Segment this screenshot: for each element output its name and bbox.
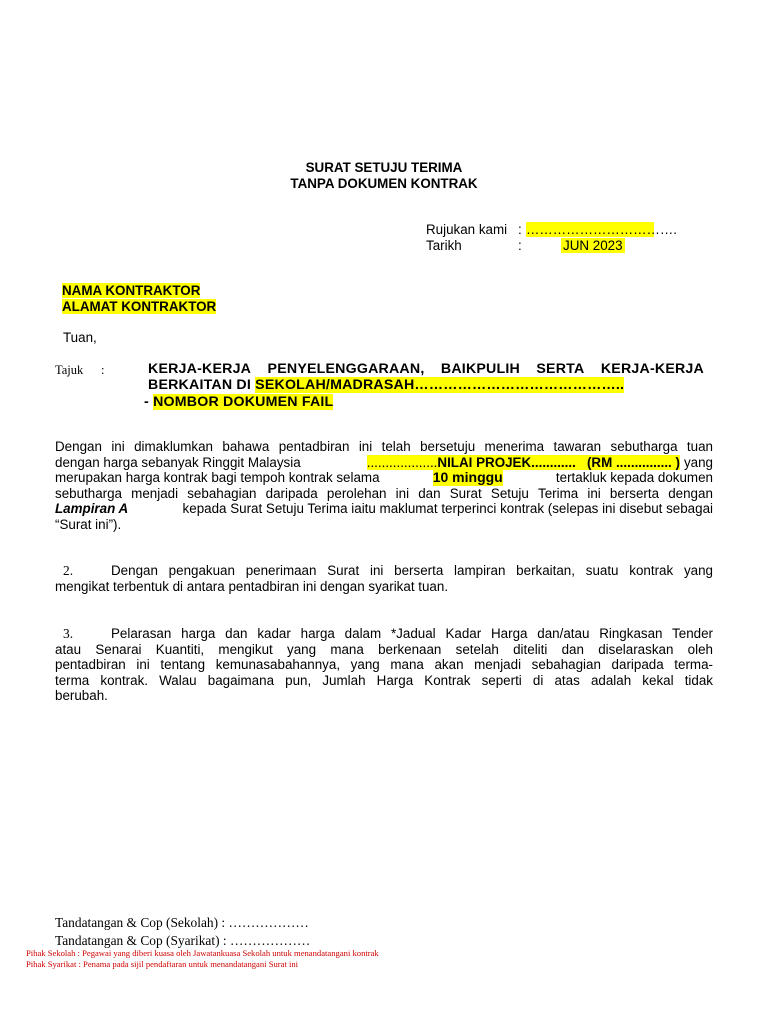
paragraph-1 [55, 439, 713, 532]
para1-line1: Dengan ini dimaklumkan bahawa pentadbiran ini telah bersetuju menerima tawaran sebutharga tuan [55, 439, 713, 454]
para2-line2: mengikat terbentuk di antara pentadbiran ini dengan syarikat tuan. [55, 578, 449, 594]
recipient-name: NAMA KONTRAKTOR [62, 283, 201, 298]
signature-syarikat: Tandatangan & Cop (Syarikat) : ……………… [55, 933, 311, 948]
recipient-address: ALAMAT KONTRAKTOR [62, 299, 217, 314]
subject-file-number-highlight: NOMBOR DOKUMEN FAIL [153, 394, 334, 410]
para3-line2: atau Senarai Kuantiti, mengikut yang mana berkenaan setelah diteliti dan diselaraskan oleh [55, 641, 713, 657]
document-title-line1: SURAT SETUJU TERIMA [305, 160, 463, 175]
tarikh-colon: : [518, 238, 522, 253]
document-title-line2: TANPA DOKUMEN KONTRAK [290, 176, 478, 191]
subject-school-highlight: SEKOLAH/MADRASAH…………………………………….. [255, 377, 625, 393]
subject-line2: BERKAITAN DI SEKOLAH/MADRASAH…………………………………….. [148, 377, 625, 393]
subject-colon: : [101, 363, 105, 377]
rujukan-colon: : [518, 222, 522, 237]
nilai-projek-highlight: NILAI PROJEK............ (RM ............... ) [437, 454, 680, 470]
subject-line1: KERJA-KERJA PENYELENGGARAAN, BAIKPULIH SERTA KERJA-KERJA [148, 361, 704, 377]
para3-line1: Pelarasan harga dan kadar harga dalam *Jadual Kadar Harga dan/atau Ringkasan Tender [111, 626, 713, 641]
para3-number: 3. [63, 626, 74, 641]
signature-sekolah: Tandatangan & Cop (Sekolah) : ……………… [55, 915, 309, 930]
note-syarikat: Pihak Syarikat : Penama pada sijil pendaftaran untuk menandatangani Surat ini [26, 959, 299, 969]
para1-line3: merupakan harga kontrak bagi tempoh kontrak selama 10 minggu tertakluk kepada dokumen [55, 469, 713, 485]
lampiran-a: Lampiran A [55, 501, 129, 516]
tempoh-highlight: 10 minggu [432, 469, 503, 485]
rujukan-value: ……………………………. [526, 222, 678, 237]
para2-number: 2. [63, 563, 74, 578]
para3-line5: berubah. [55, 688, 108, 703]
tarikh-value: JUN 2023 [563, 238, 623, 253]
paragraph-3 [55, 626, 713, 704]
para1-line4: sebutharga menjadi sebahagian daripada perolehan ini dan Surat Setuju Terima ini berserta dengan [55, 485, 713, 501]
para3-line3: pentadbiran ini tentang kemunasabahannya, yang mana akan menjadi sebahagian daripada terma- [55, 657, 713, 672]
paragraph-2 [55, 563, 713, 594]
subject-label: Tajuk [55, 363, 84, 377]
note-sekolah: Pihak Sekolah : Pegawai yang diberi kuasa oleh Jawatankuasa Sekolah untuk menandatangani kontrak [26, 948, 379, 958]
salutation: Tuan, [63, 330, 97, 345]
rujukan-label: Rujukan kami [426, 222, 508, 237]
para3-line4: terma kontrak. Walau bagaimana pun, Jumlah Harga Kontrak seperti di atas adalah kekal tidak [55, 672, 713, 688]
tarikh-label: Tarikh [426, 238, 462, 253]
subject-line3: - NOMBOR DOKUMEN FAIL [144, 394, 334, 410]
para1-line6: “Surat ini”). [55, 516, 122, 532]
para2-line1: Dengan pengakuan penerimaan Surat ini berserta lampiran berkaitan, suatu kontrak yang [111, 563, 713, 578]
para1-line2: dengan harga sebanyak Ringgit Malaysia ...................NILAI PROJEK............ (RM ............... ) yang [55, 454, 713, 470]
para1-line5: Lampiran A kepada Surat Setuju Terima iaitu maklumat terperinci kontrak (selepas ini disebut sebagai [55, 501, 713, 516]
